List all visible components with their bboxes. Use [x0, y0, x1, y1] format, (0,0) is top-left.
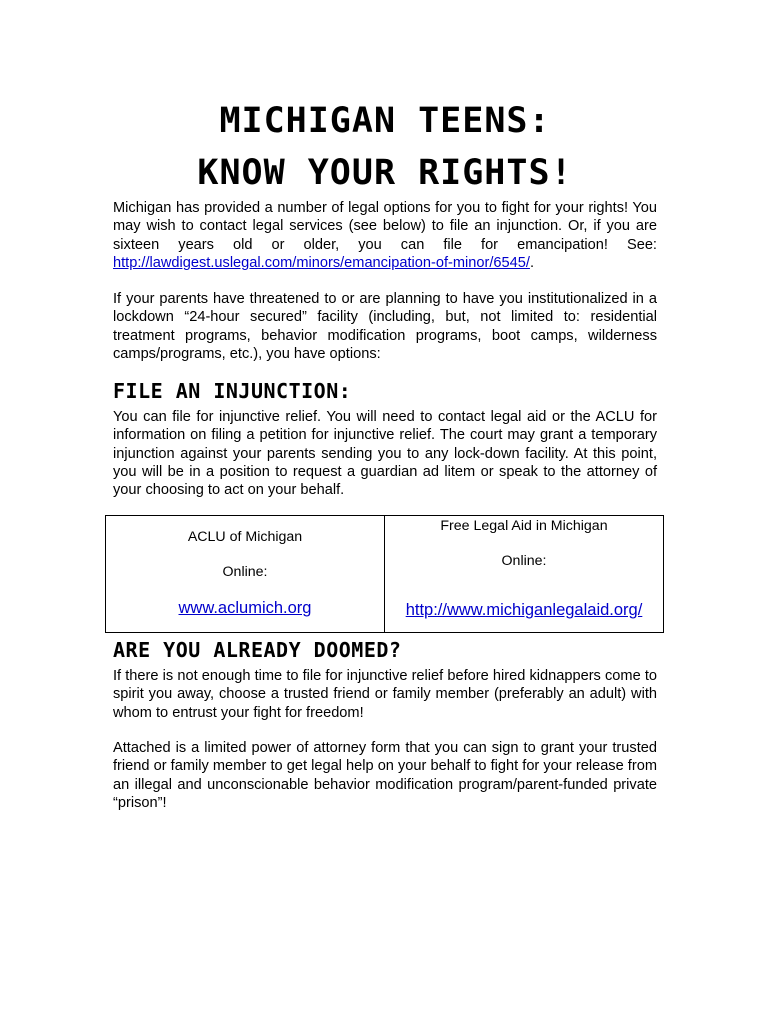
doomed-paragraph: If there is not enough time to file for injunctive relief before hired kidnappers come to spirit you away, choose a trusted friend or family member (preferably an adult) with whom to entrust your fight for freedom!: [113, 668, 657, 721]
legal-aid-link[interactable]: http://www.michiganlegalaid.org/: [405, 601, 643, 619]
title-line-1: MICHIGAN TEENS:: [219, 101, 551, 141]
contact-name: ACLU of Michigan: [187, 529, 303, 545]
options-paragraph: If your parents have threatened to or are planning to have you institutionalized in a lockdown “24-hour secured” facility (including, but, not limited to: residential treatment programs, behavior modification programs, boot camps, wilderness camps/programs, etc.), you have options:: [113, 291, 657, 362]
injunction-heading: FILE AN INJUNCTION:: [113, 379, 352, 403]
contact-cell-aclu: [106, 516, 385, 633]
intro-text: Michigan has provided a number of legal options for you to fight for your rights! You may wish to contact legal services (see below) to file an injunction. Or, if you are sixteen years old or older, you can file for emancipation! See:: [113, 200, 657, 253]
contact-online-label: Online:: [501, 553, 547, 569]
contact-online-label: Online:: [222, 564, 268, 580]
attorney-paragraph: Attached is a limited power of attorney form that you can sign to grant your trusted friend or family member to get legal help on your behalf to fight for your release from an illegal and unconscionable behavior modification program/parent-funded private “prison”!: [113, 740, 657, 811]
title-line-2: KNOW YOUR RIGHTS!: [197, 153, 573, 193]
contact-name: Free Legal Aid in Michigan: [440, 518, 608, 534]
emancipation-link[interactable]: http://lawdigest.uslegal.com/minors/emancipation-of-minor/6545/: [113, 254, 530, 271]
injunction-paragraph: You can file for injunctive relief. You will need to contact legal aid or the ACLU for information on filing a petition for injunctive relief. The court may grant a temporary injunction against your parents sending you to any lock-down facility. At this point, you will be in a position to request a guardian ad litem or speak to the attorney of your choosing to act on your behalf.: [113, 409, 657, 499]
doomed-heading: ARE YOU ALREADY DOOMED?: [113, 638, 402, 662]
intro-paragraph: [113, 199, 657, 272]
intro-end: .: [529, 254, 534, 271]
contacts-table: [105, 515, 664, 633]
aclu-link[interactable]: www.aclumich.org: [178, 599, 312, 617]
contact-cell-legal-aid: [385, 516, 664, 633]
